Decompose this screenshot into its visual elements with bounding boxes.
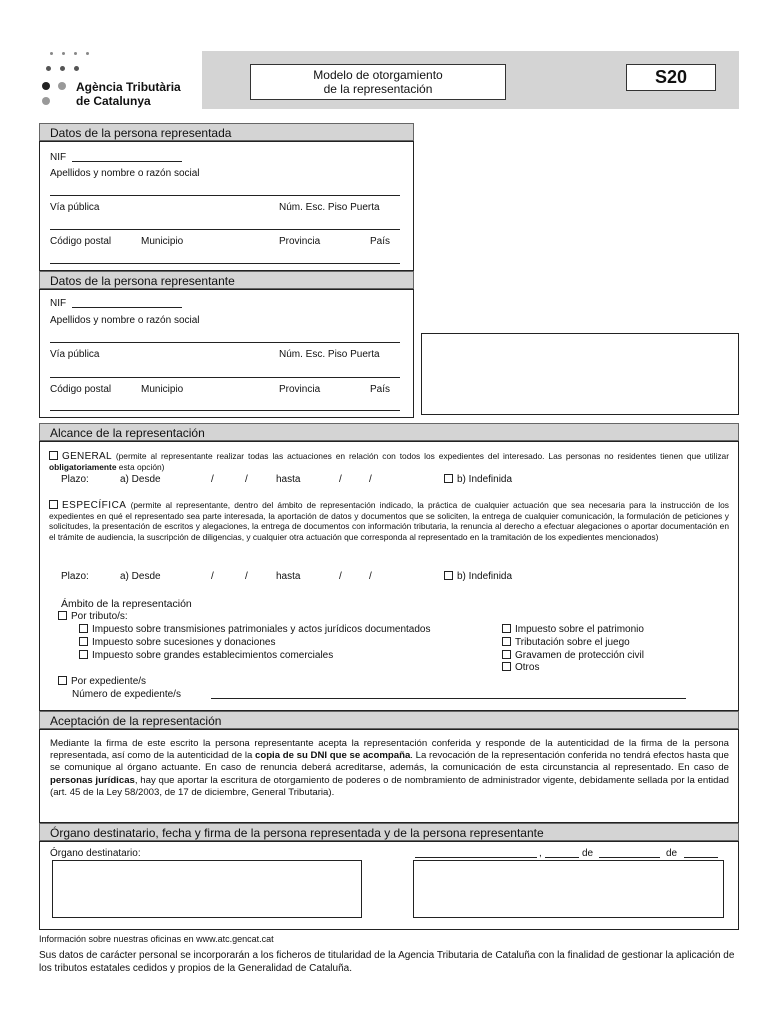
signature-field[interactable] xyxy=(413,860,724,918)
specific-desde-label: a) Desde xyxy=(120,571,161,582)
organ-field[interactable] xyxy=(52,860,362,918)
tax-sucesiones-checkbox[interactable] xyxy=(79,637,88,646)
acceptance-text xyxy=(50,738,729,799)
footer-privacy: Sus datos de carácter personal se incorporarán a los ficheros de titularidad de la Agencia Tributaria de Cataluña con la finalidad de gestionar la aplicación de los tributos estatales cedidos y propios de la Generalidad de Cataluña. xyxy=(39,950,735,974)
title-box xyxy=(250,64,506,100)
tax-otros[interactable] xyxy=(502,662,539,673)
general-indefinida[interactable] xyxy=(444,474,512,485)
represented-postal-field[interactable] xyxy=(50,263,400,264)
date-year-field[interactable] xyxy=(684,857,718,858)
general-date-sep2: / xyxy=(245,474,248,485)
tax-grandes-establecimientos[interactable] xyxy=(79,650,333,661)
representative-municipality-label: Municipio xyxy=(141,384,184,395)
por-expediente-label: Por expediente/s xyxy=(71,676,147,687)
numero-expediente-field[interactable] xyxy=(211,698,686,699)
por-expediente-checkbox[interactable] xyxy=(58,676,67,685)
representative-country-label: País xyxy=(370,384,391,395)
specific-hasta-label: hasta xyxy=(276,571,301,582)
acceptance-text-bold1: copia de su DNI que se acompaña xyxy=(255,750,411,762)
numero-expediente-label: Número de expediente/s xyxy=(72,689,181,700)
tax-juego-checkbox[interactable] xyxy=(502,637,511,646)
specific-plazo-label: Plazo: xyxy=(61,571,89,582)
tax-otros-checkbox[interactable] xyxy=(502,662,511,671)
agency-logo xyxy=(40,52,80,114)
general-date-sep4: / xyxy=(369,474,372,485)
organ-label: Órgano destinatario: xyxy=(50,848,141,859)
general-indefinida-label: b) Indefinida xyxy=(457,474,513,485)
representative-num-label: Núm. Esc. Piso Puerta xyxy=(279,349,380,360)
form-title-line1: Modelo de otorgamiento xyxy=(313,68,443,82)
represented-street-label: Vía pública xyxy=(50,202,100,213)
general-desde-label: a) Desde xyxy=(120,474,161,485)
general-date-sep3: / xyxy=(339,474,342,485)
represented-heading: Datos de la persona representada xyxy=(39,123,414,141)
represented-municipality-label: Municipio xyxy=(141,236,184,247)
date-day-field[interactable] xyxy=(545,857,579,858)
specific-desc: (permite al representante, dentro del ámbito de representación indicado, la práctica de cualquier actuación que sea necesaria para la instrucción de los expedientes en qué el representado sea parte interesada, la aportación de datos y documentos que se soliciten, la entrega de cualquier comunicación, la formulación de peticiones y solicitudes, la presentación de escritos y alegaciones, la entrega de documentos con información tributaria, la renuncia al derecho a efectuar alegaciones o aportar documentación en el trámite de audiencia, la suscripción de diligencias, y cualquier otra actuación que corresponda al representado en la tramitación de los expedientes mencionados) xyxy=(49,500,729,542)
ambito-label: Ámbito de la representación xyxy=(61,598,192,610)
represented-country-label: País xyxy=(370,236,391,247)
scope-heading: Alcance de la representación xyxy=(39,423,739,441)
represented-name-field[interactable] xyxy=(50,195,400,196)
por-tributo-checkbox[interactable] xyxy=(58,611,67,620)
tax-itp-label: Impuesto sobre transmisiones patrimoniales y actos jurídicos documentados xyxy=(92,624,431,635)
tax-grandes-label: Impuesto sobre grandes establecimientos comerciales xyxy=(92,650,334,661)
tax-sucesiones-label: Impuesto sobre sucesiones y donaciones xyxy=(92,637,276,648)
specific-date-sep2: / xyxy=(245,571,248,582)
specific-indefinida[interactable] xyxy=(444,571,512,582)
representative-nif-label: NIF xyxy=(50,298,67,309)
specific-date-sep3: / xyxy=(339,571,342,582)
general-indefinida-checkbox[interactable] xyxy=(444,474,453,483)
date-comma: , xyxy=(539,848,542,859)
specific-date-sep1: / xyxy=(211,571,214,582)
representative-postal-field[interactable] xyxy=(50,410,400,411)
por-tributo[interactable] xyxy=(58,611,128,622)
specific-indefinida-label: b) Indefinida xyxy=(457,571,513,582)
general-desc-bold: obligatoriamente xyxy=(49,462,117,473)
tax-sucesiones[interactable] xyxy=(79,637,275,648)
representative-name-field[interactable] xyxy=(50,342,400,343)
representative-heading: Datos de la persona representante xyxy=(39,271,414,289)
specific-date-sep4: / xyxy=(369,571,372,582)
tax-juego[interactable] xyxy=(502,637,630,648)
representative-nif-field[interactable] xyxy=(72,307,182,308)
date-de1: de xyxy=(582,848,594,859)
specific-option[interactable] xyxy=(49,500,729,542)
representative-province-label: Provincia xyxy=(279,384,321,395)
por-expediente[interactable] xyxy=(58,676,146,687)
represented-province-label: Provincia xyxy=(279,236,321,247)
representative-street-field[interactable] xyxy=(50,377,400,378)
acceptance-text-a: Mediante la firma de este escrito la persona representante acepta la representación conferida y responde de la autenticidad de la firma de la persona representada, así como de la autenticidad de la xyxy=(50,738,729,762)
represented-postal-label: Código postal xyxy=(50,236,112,247)
representative-postal-label: Código postal xyxy=(50,384,112,395)
tax-patrimonio-label: Impuesto sobre el patrimonio xyxy=(515,624,644,635)
form-title-line2: de la representación xyxy=(323,82,433,96)
date-de2: de xyxy=(666,848,678,859)
specific-checkbox[interactable] xyxy=(49,500,58,509)
tax-proteccion-label: Gravamen de protección civil xyxy=(515,650,644,661)
form-code: S20 xyxy=(654,67,688,87)
general-plazo-label: Plazo: xyxy=(61,474,89,485)
footer-info: Información sobre nuestras oficinas en www.atc.gencat.cat xyxy=(39,934,274,944)
tax-itp-checkbox[interactable] xyxy=(79,624,88,633)
acceptance-text-b: . La revocación de la representación conferida no tendrá efectos hasta que se comunique al órgano actuante. En caso de renuncia deberá acreditarse, además, la comunicación de esta circunstancia al representado. En caso de xyxy=(50,750,729,774)
represented-nif-label: NIF xyxy=(50,152,67,163)
represented-nif-field[interactable] xyxy=(72,161,182,162)
tax-proteccion-civil[interactable] xyxy=(502,650,644,661)
tax-juego-label: Tributación sobre el juego xyxy=(515,637,630,648)
registry-stamp-box xyxy=(421,333,739,415)
specific-title: ESPECÍFICA xyxy=(62,500,127,511)
tax-otros-label: Otros xyxy=(515,662,540,673)
representative-street-label: Vía pública xyxy=(50,349,100,360)
form-code-box xyxy=(626,64,716,91)
general-title: GENERAL xyxy=(62,451,112,462)
date-month-field[interactable] xyxy=(599,857,660,858)
general-checkbox[interactable] xyxy=(49,451,58,460)
organ-heading: Órgano destinatario, fecha y firma de la persona representada y de la persona representante xyxy=(39,823,739,841)
acceptance-heading: Aceptación de la representación xyxy=(39,711,739,729)
specific-indefinida-checkbox[interactable] xyxy=(444,571,453,580)
general-date-sep1: / xyxy=(211,474,214,485)
representative-name-label: Apellidos y nombre o razón social xyxy=(50,315,200,326)
general-desc-a: (permite al representante realizar todas las actuaciones en relación con todos los expedientes del interesado. Las personas no residentes tienen que utilizar xyxy=(111,451,729,461)
tax-proteccion-checkbox[interactable] xyxy=(502,650,511,659)
tax-itp[interactable] xyxy=(79,624,431,635)
tax-patrimonio[interactable] xyxy=(502,624,644,635)
tax-grandes-checkbox[interactable] xyxy=(79,650,88,659)
tax-patrimonio-checkbox[interactable] xyxy=(502,624,511,633)
represented-num-label: Núm. Esc. Piso Puerta xyxy=(279,202,380,213)
acceptance-text-bold2: personas jurídicas xyxy=(50,774,135,786)
general-desc-b: esta opción) xyxy=(116,462,165,473)
por-tributo-label: Por tributo/s: xyxy=(71,611,128,622)
general-hasta-label: hasta xyxy=(276,474,301,485)
agency-name-line1: Agència Tributària xyxy=(76,80,181,94)
acceptance-text-c: , hay que aportar la escritura de otorgamiento de poderes o de nombramiento de administrador vigente, debidamente sellada por la entidad (art. 45 de la Ley 58/2003, de 17 de diciembre, General Tributaria). xyxy=(50,774,729,798)
general-option[interactable] xyxy=(49,451,729,472)
represented-street-field[interactable] xyxy=(50,229,400,230)
represented-name-label: Apellidos y nombre o razón social xyxy=(50,168,200,179)
agency-name-line2: de Catalunya xyxy=(76,94,151,108)
date-place-field[interactable] xyxy=(415,857,537,858)
